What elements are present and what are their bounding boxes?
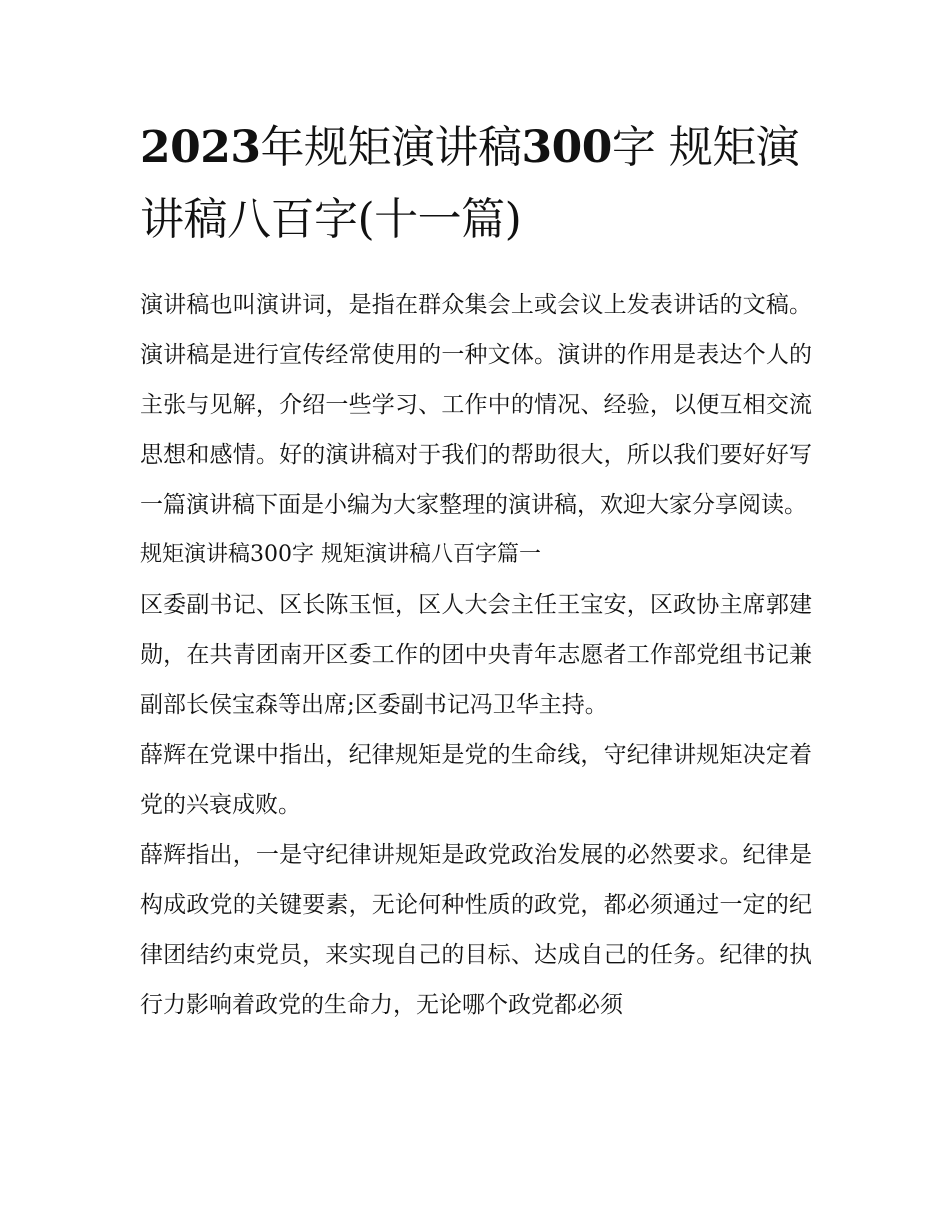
body-paragraph: 薛辉指出，一是守纪律讲规矩是政党政治发展的必然要求。纪律是构成政党的关键要素，无论何种性质的政党，都必须通过一定的纪律团结约束党员，来实现自己的目标、达成自己的任务。纪律的执行力影响着政党的生命力，无论哪个政党都必须 [140,842,812,1018]
title-number: 300 [521,122,612,173]
document-page [140,112,812,1030]
document-title [140,112,812,256]
body-paragraph: 薛辉在党课中指出，纪律规矩是党的生命线，守纪律讲规矩决定着党的兴衰成败。 [140,742,812,818]
title-year: 2023 [140,122,261,173]
title-text-2: 字 规矩演讲稿八百字(十一篇) [140,122,800,245]
body-paragraph: 区委副书记、区长陈玉恒，区人大会主任王宝安，区政协主席郭建勋，在共青团南开区委工作的团中央青年志愿者工作部党组书记兼副部长侯宝森等出席;区委副书记冯卫华主持。 [140,592,812,718]
intro-paragraph: 演讲稿也叫演讲词，是指在群众集会上或会议上发表讲话的文稿。演讲稿是进行宣传经常使用的一种文体。演讲的作用是表达个人的主张与见解，介绍一些学习、工作中的情况、经验，以便互相交流思想和感情。好的演讲稿对于我们的帮助很大，所以我们要好好写一篇演讲稿下面是小编为大家整理的演讲稿，欢迎大家分享阅读。 [140,292,812,518]
title-text-1: 年规矩演讲稿 [260,122,522,173]
section-heading: 规矩演讲稿300字 规矩演讲稿八百字篇一 [140,542,541,567]
